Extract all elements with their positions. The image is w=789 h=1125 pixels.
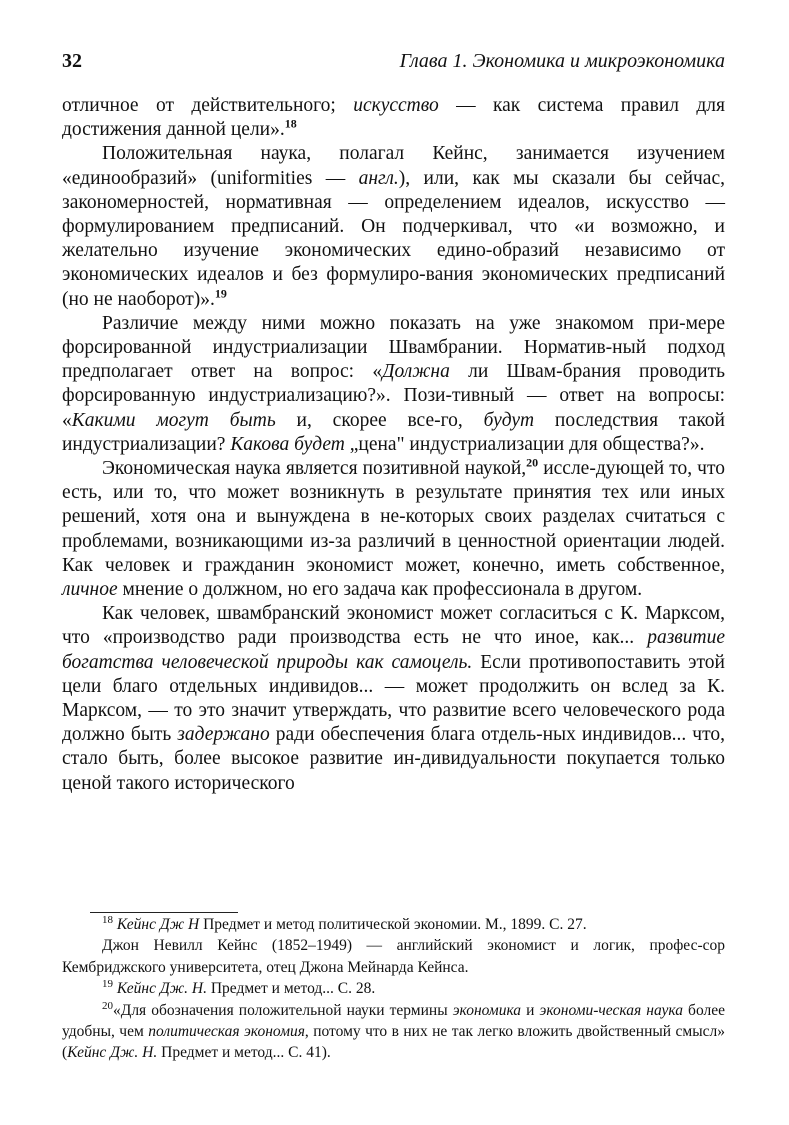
italic-run: задержано: [177, 724, 270, 746]
footnote-ref[interactable]: 20: [526, 455, 539, 470]
italic-run: экономи-ческая наука: [539, 1001, 683, 1019]
footnote-number: 20: [102, 999, 113, 1012]
italic-run: англ.: [358, 167, 399, 189]
text-run: «Для обозначения положительной науки термины: [113, 1001, 453, 1019]
text-run: и, скорее все-го,: [275, 409, 484, 431]
italic-run: Кейнс Дж. Н.: [116, 980, 207, 998]
text-run: „цена" индустриализации для общества?».: [344, 433, 705, 455]
text-run: , потому что в них не так легко вложить двойственный смысл» (: [62, 1023, 725, 1062]
footnote-number: 19: [102, 978, 113, 991]
text-run: Если противопоставить этой цели благо отдельных индивидов... — может продолжить он вслед за К. Марксом, — то это значит утверждать, что развитие всего человеческого рода должно быть: [62, 651, 725, 746]
text-run: Как человек, швамбранский экономист может согласиться с К. Марксом, что «производство ради производства есть не что иное, как...: [62, 603, 725, 649]
footnote-18-note: [62, 935, 725, 978]
italic-run: экономика: [452, 1001, 522, 1019]
paragraph: [62, 142, 725, 311]
text-run: Положительная наука, полагал Кейнс, занимается изучением «единообразий» (uniformities —: [62, 143, 725, 189]
paragraph: [62, 602, 725, 796]
footnote-18: [62, 914, 725, 935]
text-run: Предмет и метод... С. 41).: [157, 1044, 331, 1062]
text-run: иссле-дующей то, что есть, или то, что может возникнуть в результате принятия тех или иных решений, хотя она и вынуждена в не-которых своих разделах считаться с проблемами, возникающими из-за различий в ценностной ориентации людей. Как человек и гражданин экономист может, конечно, иметь собственное,: [62, 458, 725, 576]
footnote-number: 18: [102, 913, 113, 926]
text-run: Предмет и метод политической экономии. М., 1899. С. 27.: [199, 916, 587, 933]
paragraph: [62, 457, 725, 602]
footnote-ref[interactable]: 18: [284, 116, 297, 131]
text-run: Предмет и метод... С. 28.: [206, 980, 376, 998]
running-title: Глава 1. Экономика и микроэкономика: [399, 50, 725, 72]
footnote-20: [62, 1000, 725, 1064]
text-run: — как система правил для достижения данной цели».: [62, 95, 725, 141]
main-text: [62, 94, 725, 796]
italic-run: Какими могут быть: [71, 409, 276, 431]
text-run: более удобны, чем: [62, 1001, 725, 1041]
italic-run: искусство: [353, 95, 439, 116]
italic-run: будут: [483, 409, 535, 431]
footnote-divider: [90, 912, 238, 913]
text-run: ), или, как мы сказали бы сейчас, закономерностей, нормативная — определением идеалов, искусство — формулированием предписаний. Он подчеркивал, что «и возможно, и желательно изучение экономических едино-образий независимо от экономических идеалов и без формулиро-вания экономических предписаний (но не наоборот)».: [62, 167, 725, 310]
footnotes: [62, 914, 725, 1064]
text-run: Джон Невилл Кейнс (1852–1949) — английский экономист и логик, профес-сор Кембриджского университета, отец Джона Мейнарда Кейнса.: [62, 937, 725, 976]
text-run: Различие между ними можно показать на уже знакомом при-мере форсированной индустриализации Швамбрании. Норматив-ный подход предполагает ответ на вопрос: «: [62, 312, 725, 383]
text-run: Экономическая наука является позитивной наукой,: [102, 458, 527, 480]
page-header: [62, 50, 725, 73]
footnote-19: [62, 978, 725, 999]
paragraph-continued: [62, 94, 725, 142]
paragraph: [62, 312, 725, 457]
text-run: отличное от действительного;: [62, 95, 354, 116]
footnote-ref[interactable]: 19: [214, 286, 227, 301]
italic-run: политическая экономия: [148, 1023, 305, 1041]
text-run: ли Швам-брания проводить форсированную индустриализацию?». Пози-тивный — ответ на вопросы: «: [62, 361, 725, 431]
italic-run: личное: [62, 579, 118, 601]
text-run: последствия такой индустриализации?: [62, 409, 725, 455]
text-run: ради обеспечения блага отдель-ных индивидов... что, стало быть, более высокое развитие ин-дивидуальности покупается только ценой такого исторического: [62, 724, 725, 794]
italic-run: Какова будет: [230, 433, 345, 455]
italic-run: Кейнс Дж. Н.: [67, 1044, 158, 1062]
italic-run: Должна: [382, 361, 450, 383]
text-run: и: [521, 1001, 540, 1019]
italic-run: развитие богатства человеческой природы как самоцель.: [62, 627, 725, 673]
italic-run: Кейнс Дж Н: [116, 916, 200, 933]
text-run: мнение о должном, но его задача как профессионала в другом.: [117, 579, 643, 601]
page-number: 32: [62, 50, 82, 72]
